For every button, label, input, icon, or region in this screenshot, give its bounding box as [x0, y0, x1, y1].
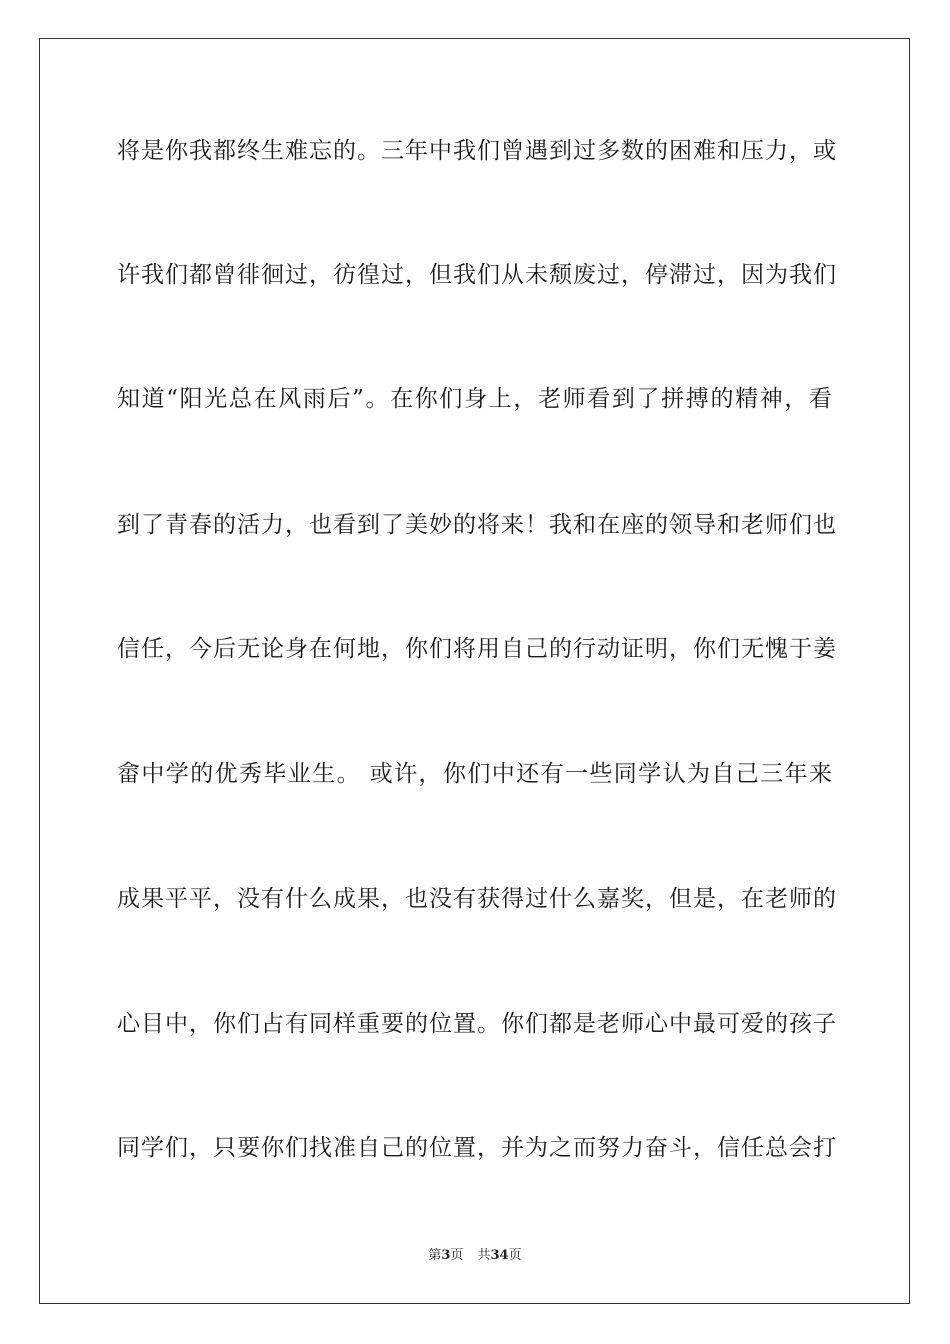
- page-suffix: 页: [450, 1248, 464, 1263]
- page-footer: [0, 1247, 950, 1265]
- text-line-5: 信任，今后无论身在何地，你们将用自己的行动证明，你们无愧于姜: [117, 636, 837, 662]
- text-line-4: 到了青春的活力，也看到了美妙的将来！我和在座的领导和老师们也: [117, 512, 837, 538]
- total-suffix: 页: [508, 1248, 522, 1263]
- text-line-6: 畲中学的优秀毕业生。 或许，你们中还有一些同学认为自己三年来: [117, 761, 833, 787]
- page-prefix: 第: [428, 1248, 442, 1263]
- text-line-3: 知道“阳光总在风雨后”。在你们身上，老师看到了拼搏的精神，看: [117, 386, 833, 412]
- total-pages: 34: [490, 1248, 509, 1263]
- text-line-8: 心目中，你们占有同样重要的位置。你们都是老师心中最可爱的孩子: [117, 1011, 837, 1037]
- text-line-7: 成果平平，没有什么成果，也没有获得过什么嘉奖，但是，在老师的: [117, 886, 837, 912]
- text-line-1: 将是你我都终生难忘的。三年中我们曾遇到过多数的困难和压力，或: [117, 138, 837, 164]
- page-number: 3: [441, 1248, 451, 1263]
- text-line-9: 同学们，只要你们找准自己的位置，并为之而努力奋斗，信任总会打: [117, 1135, 837, 1161]
- text-line-2: 许我们都曾徘徊过，彷徨过，但我们从未颓废过，停滞过，因为我们: [117, 262, 837, 288]
- page-border: [39, 38, 910, 1304]
- total-prefix: 共: [477, 1248, 491, 1263]
